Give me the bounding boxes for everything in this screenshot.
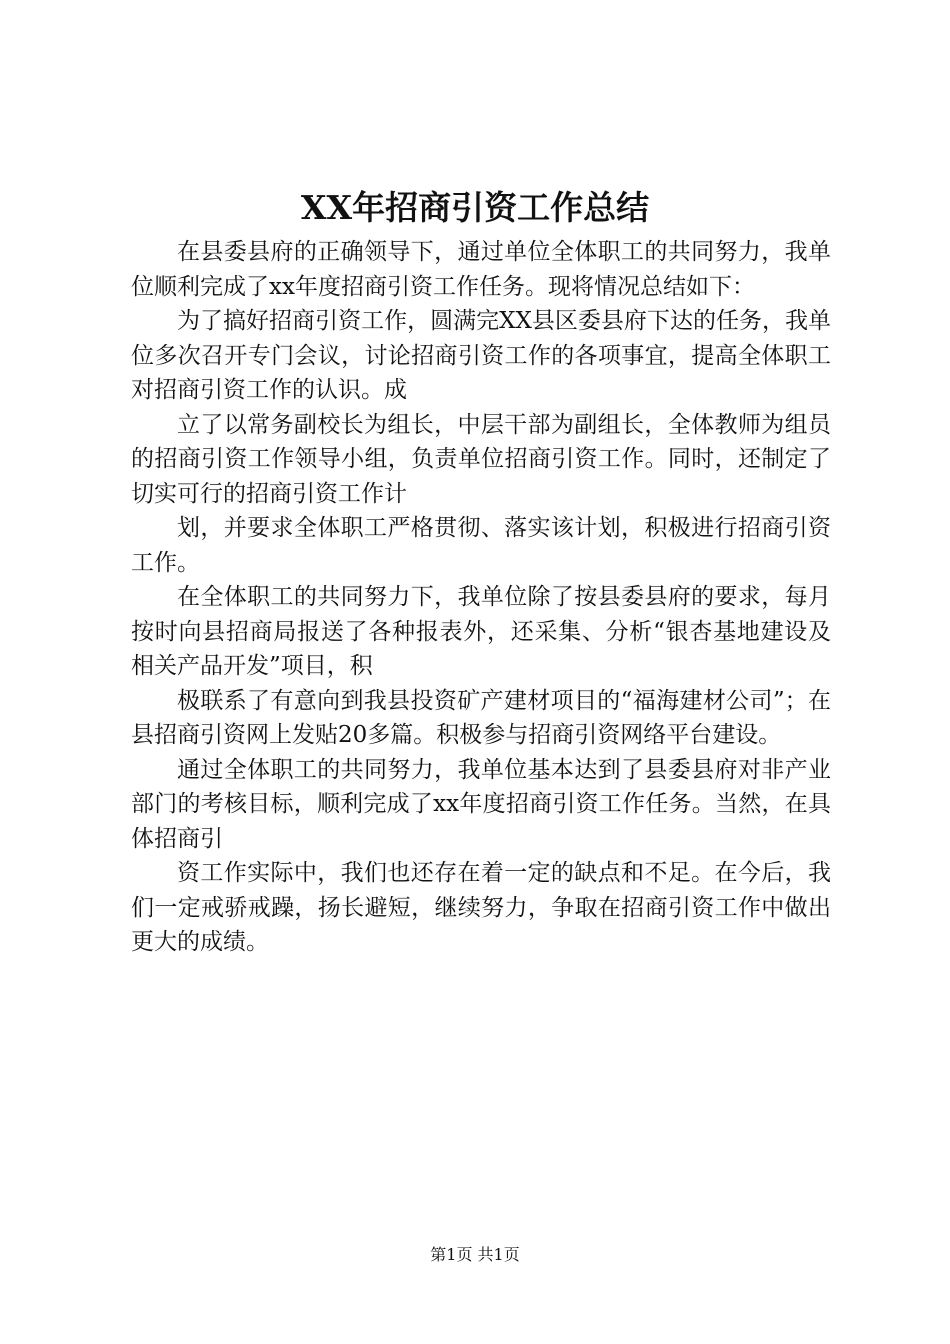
page-footer: 第1页 共1页 (430, 1245, 520, 1264)
paragraph-5: 在全体职工的共同努力下，我单位除了按县委县府的要求，每月按时向县招商局报送了各种报表外，还采集、分析“银杏基地建设及相关产品开发”项目，积 (131, 584, 831, 679)
paragraph-7: 通过全体职工的共同努力，我单位基本达到了县委县府对非产业部门的考核目标，顺利完成了xx年度招商引资工作任务。当然，在具体招商引 (131, 756, 831, 852)
paragraph-8: 资工作实际中，我们也还存在着一定的缺点和不足。在今后，我们一定戒骄戒躁，扬长避短，继续努力，争取在招商引资工作中做出更大的成绩。 (131, 860, 831, 955)
paragraph-6: 极联系了有意向到我县投资矿产建材项目的“福海建材公司”；在县招商引资网上发贴20多篇。积极参与招商引资网络平台建设。 (131, 687, 831, 748)
paragraph-1: 在县委县府的正确领导下，通过单位全体职工的共同努力，我单位顺利完成了xx年度招商引资工作任务。现将情况总结如下： (131, 239, 831, 300)
document-body (131, 235, 831, 960)
page-title: XX年招商引资工作总结 (300, 188, 650, 227)
paragraph-2: 为了搞好招商引资工作，圆满完XX县区委县府下达的任务，我单位多次召开专门会议，讨论招商引资工作的各项事宜，提高全体职工对招商引资工作的认识。成 (131, 308, 831, 403)
paragraph-3: 立了以常务副校长为组长，中层干部为副组长，全体教师为组员的招商引资工作领导小组，负责单位招商引资工作。同时，还制定了切实可行的招商引资工作计 (131, 411, 831, 507)
paragraph-4: 划，并要求全体职工严格贯彻、落实该计划，积极进行招商引资工作。 (131, 515, 831, 576)
